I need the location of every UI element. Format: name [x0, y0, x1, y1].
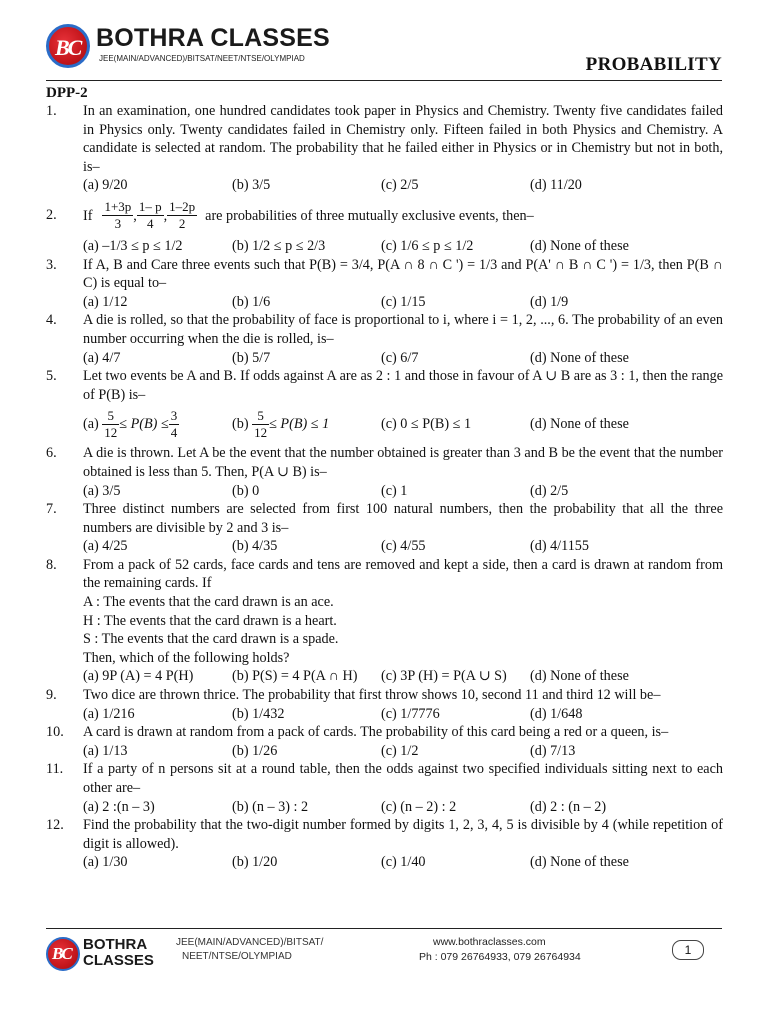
option-c: (c) 0 ≤ P(B) ≤ 1 — [381, 416, 472, 433]
question-number: 3. — [46, 256, 57, 273]
options-row — [83, 349, 723, 368]
question-number: 4. — [46, 312, 57, 329]
brand-logo — [46, 24, 90, 68]
question-text: Let two events be A and B. If odds against A are as 2 : 1 and those in favour of A ∪ B are as 3 : 1, then the range of P(B) is– — [83, 368, 723, 403]
option-c: (c) 4/55 — [381, 538, 426, 555]
option-c: (c) 1/6 ≤ p ≤ 1/2 — [381, 237, 474, 254]
option-c: (c) 1/15 — [381, 293, 426, 310]
option-d: (d) None of these — [530, 668, 629, 685]
question-number: 5. — [46, 368, 57, 385]
logo-letters: BC — [55, 35, 81, 60]
question-text: Three distinct numbers are selected from first 100 natural numbers, then the probability that all the three numbers are divisible by 2 and 3 is– — [83, 501, 723, 536]
option-a: (a) 2 :(n – 3) — [83, 798, 155, 815]
question-number: 1. — [46, 103, 57, 119]
options-row — [83, 482, 723, 501]
option-a: (a) 1/216 — [83, 705, 135, 722]
option-d: (d) 4/1155 — [530, 538, 589, 555]
option-d: (d) 1/9 — [530, 293, 569, 310]
option-a: (a) 4/7 — [83, 349, 121, 366]
question-number: 7. — [46, 501, 57, 518]
option-d: (d) None of these — [530, 237, 629, 254]
option-d: (d) None of these — [530, 854, 629, 871]
event-line: S : The events that the card drawn is a spade. — [83, 631, 339, 648]
options-row — [83, 237, 723, 256]
question-text: In an examination, one hundred candidates took paper in Physics and Chemistry. Twenty five candidates failed in Physics only. Twenty candidates failed in Chemistry only. Fifteen failed in both Physics and Chemistry. A candidate is selected at random. The probability that he failed either in Physics or in Chemistry but not in both, is– — [83, 103, 723, 175]
option-c: (c) (n – 2) : 2 — [381, 798, 457, 815]
option-a: (a) –1/3 ≤ p ≤ 1/2 — [83, 237, 183, 254]
option-b: (b) 1/2 ≤ p ≤ 2/3 — [232, 237, 326, 254]
footer-brand-line1: BOTHRA — [83, 936, 148, 953]
option-d: (d) 2/5 — [530, 482, 569, 499]
options-row — [83, 537, 723, 556]
option-d: (d) None of these — [530, 349, 629, 366]
page-number: 1 — [672, 940, 704, 960]
fraction: $\frac{1+3p}{3}$ — [104, 199, 132, 232]
question-12 — [46, 816, 723, 872]
footer-tagline-1: JEE(MAIN/ADVANCED)/BITSAT/ — [176, 937, 324, 948]
option-a: (a) 3/5 — [83, 482, 121, 499]
option-b: (b) 0 — [232, 482, 260, 499]
footer-website: www.bothraclasses.com — [433, 936, 546, 948]
page-header — [0, 0, 768, 84]
question-number: 8. — [46, 556, 57, 573]
footer-logo — [46, 937, 80, 971]
footer-brand-line2: CLASSES — [83, 952, 154, 969]
question-text: From a pack of 52 cards, face cards and tens are removed and kept a side, then a card is drawn at random from the remaining cards. If — [83, 556, 723, 592]
option-b: (b) P(S) = 4 P(A ∩ H) — [232, 668, 358, 685]
options-row — [83, 667, 723, 686]
option-d: (d) 7/13 — [530, 742, 576, 759]
question-10 — [46, 723, 723, 760]
event-line: A : The events that the card drawn is an ace. — [83, 594, 334, 611]
question-text: A card is drawn at random from a pack of cards. The probability of this card being a red or a queen, is– — [83, 724, 669, 741]
brand-name: BOTHRA CLASSES — [96, 24, 330, 52]
option-c: (c) 1/7776 — [381, 705, 440, 722]
question-9 — [46, 686, 723, 723]
question-post: are probabilities of three mutually exclusive events, then– — [205, 207, 534, 224]
option-a: (a) 9/20 — [83, 177, 128, 194]
footer-phone: Ph : 079 26764933, 079 26764934 — [419, 951, 581, 963]
question-5 — [46, 367, 723, 444]
event-line: H : The events that the card drawn is a heart. — [83, 612, 337, 629]
header-divider — [46, 80, 722, 81]
question-number: 9. — [46, 687, 57, 704]
option-b: (b) 4/35 — [232, 538, 278, 555]
option-c: (c) 1/40 — [381, 854, 426, 871]
option-b: (b) 1/6 — [232, 293, 271, 310]
question-text: If $\frac{1+3p}{3}$ , $\frac{1- p}{4}$ , $\frac{1-2p}{2}$ are probabilities of three mutually exclusive events, then– — [83, 199, 534, 232]
option-d: (d) 1/648 — [530, 705, 583, 722]
option-c: (c) 3P (H) = P(A ∪ S) — [381, 668, 507, 685]
option-b: (b) $\frac{5}{12}$ ≤ P(B) ≤ 1 — [232, 407, 330, 440]
option-c: (c) 1/2 — [381, 742, 419, 759]
question-number: 12. — [46, 817, 64, 834]
event-line: Then, which of the following holds? — [83, 649, 290, 666]
question-6 — [46, 444, 723, 500]
question-text: Find the probability that the two-digit number formed by digits 1, 2, 3, 4, 5 is divisible by 4 (while repetition of digit is allowed). — [83, 817, 723, 852]
option-d: (d) 11/20 — [530, 177, 582, 194]
question-4 — [46, 311, 723, 367]
question-text: A die is rolled, so that the probability of face is proportional to i, where i = 1, 2, ..., 6. The probability of an even number occurring when the die is rolled, is– — [83, 312, 723, 347]
question-2 — [46, 195, 723, 256]
question-number: 6. — [46, 445, 57, 462]
option-d: (d) 2 : (n – 2) — [530, 798, 607, 815]
options-row — [83, 404, 723, 444]
question-text: Two dice are thrown thrice. The probability that first throw shows 10, second 11 and third 12 will be– — [83, 687, 661, 704]
options-row — [83, 853, 723, 872]
option-c: (c) 1 — [381, 482, 408, 499]
options-row — [83, 293, 723, 312]
option-a: (a) 1/13 — [83, 742, 128, 759]
question-text: If A, B and Care three events such that P(B) = 3/4, P(A ∩ 8 ∩ C ') = 1/3 and P(A' ∩ B ∩ C ') = 1/3, then P(B ∩ C) is equal to– — [83, 256, 723, 292]
chapter-title: PROBABILITY — [585, 54, 722, 75]
option-d: (d) None of these — [530, 416, 629, 433]
option-b: (b) 1/432 — [232, 705, 285, 722]
option-b: (b) 5/7 — [232, 349, 271, 366]
brand-tagline: JEE(MAIN/ADVANCED)/BITSAT/NEET/NTSE/OLYMPIAD — [99, 54, 305, 63]
question-pre: If — [83, 207, 93, 224]
fraction: $\frac{1- p}{4}$ — [138, 199, 162, 232]
options-row — [83, 176, 723, 195]
option-b: (b) (n – 3) : 2 — [232, 798, 309, 815]
dpp-label: DPP-2 — [46, 85, 88, 101]
option-c: (c) 6/7 — [381, 349, 419, 366]
question-11 — [46, 760, 723, 816]
question-number: 2. — [46, 206, 57, 223]
footer-logo-letters: BC — [52, 944, 71, 963]
worksheet-body — [46, 84, 723, 872]
page-footer — [0, 926, 768, 1024]
fraction: $\frac{1-2p}{2}$ — [169, 199, 196, 232]
question-7 — [46, 500, 723, 556]
option-a: (a) $\frac{5}{12}$ ≤ P(B) ≤ $\frac{3}{4}$ — [83, 407, 178, 440]
options-row — [83, 742, 723, 761]
footer-tagline-2: NEET/NTSE/OLYMPIAD — [182, 951, 292, 962]
option-b: (b) 1/26 — [232, 742, 278, 759]
option-a: (a) 1/12 — [83, 293, 128, 310]
option-c: (c) 2/5 — [381, 177, 419, 194]
question-text: A die is thrown. Let A be the event that the number obtained is greater than 3 and B be the event that the number obtained is less than 5. Then, P(A ∪ B) is– — [83, 445, 723, 480]
options-row — [83, 798, 723, 817]
option-b: (b) 3/5 — [232, 177, 271, 194]
option-b: (b) 1/20 — [232, 854, 278, 871]
option-a: (a) 4/25 — [83, 538, 128, 555]
question-1 — [46, 102, 723, 195]
question-text: If a party of n persons sit at a round table, then the odds against two specified individuals sitting next to each other are– — [83, 761, 723, 796]
question-number: 10. — [46, 724, 64, 741]
question-number: 11. — [46, 761, 64, 778]
question-3 — [46, 256, 723, 312]
question-8 — [46, 556, 723, 686]
options-row — [83, 705, 723, 724]
option-a: (a) 9P (A) = 4 P(H) — [83, 668, 194, 685]
option-a: (a) 1/30 — [83, 854, 128, 871]
